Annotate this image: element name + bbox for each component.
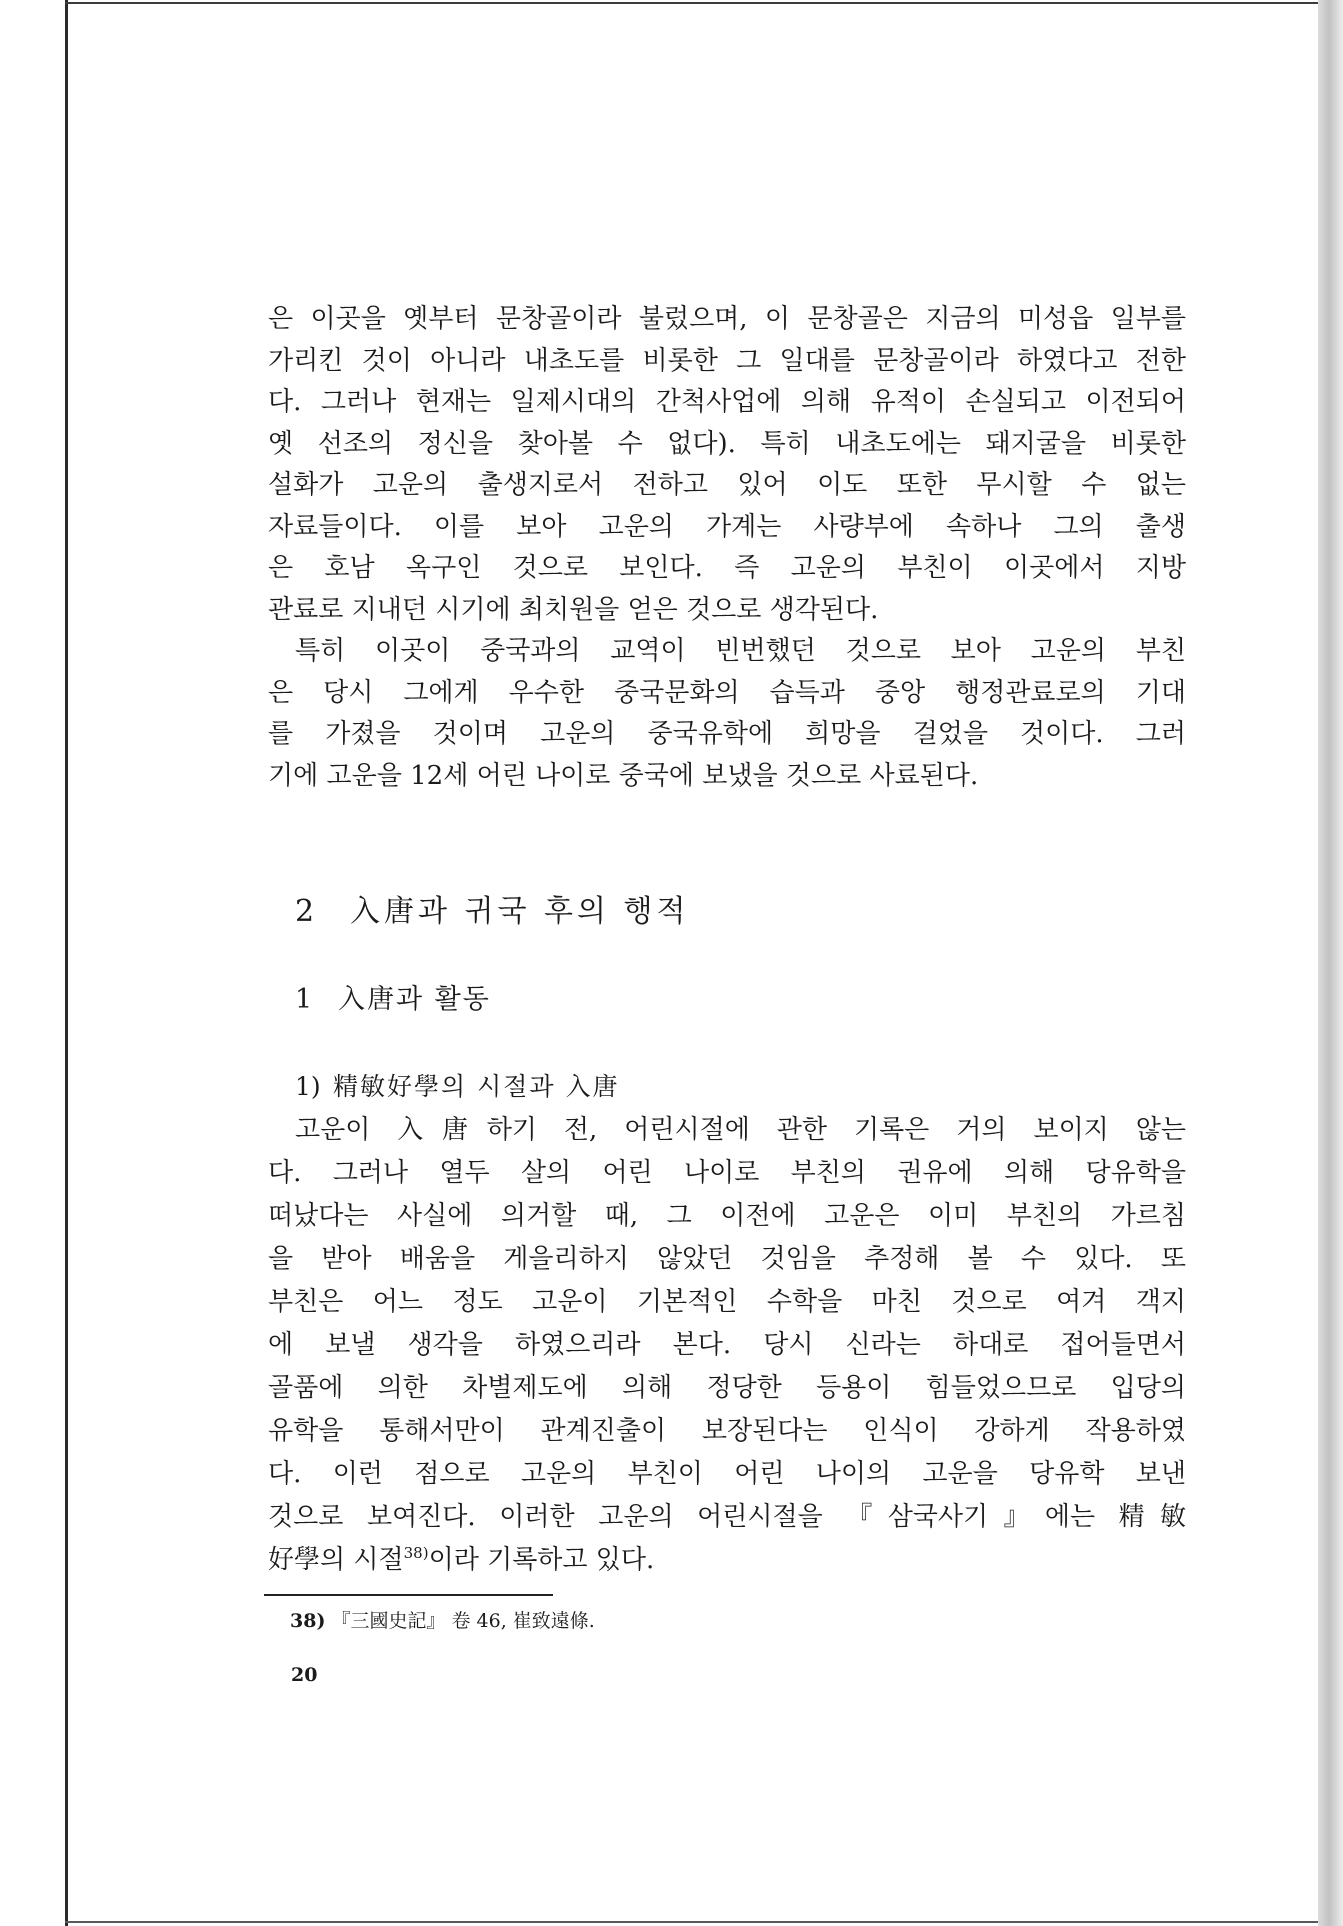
body-text-block (268, 299, 1186, 797)
footnote (290, 1607, 595, 1635)
text-line: 은 호남 옥구인 것으로 보인다. 즉 고운의 부친이 이곳에서 지방 (268, 553, 1186, 583)
text-line: 설화가 고운의 출생지로서 전하고 있어 이도 또한 무시할 수 없는 (268, 470, 1186, 500)
page-right-shadow (1318, 0, 1343, 1926)
text-line: 를 가졌을 것이며 고운의 중국유학에 희망을 걸었을 것이다. 그러 (268, 719, 1186, 749)
section-number: 2 (295, 894, 315, 929)
subsection-title: 入唐과 활동 (338, 984, 491, 1015)
text-line: 기에 고운을 12세 어린 나이로 중국에 보냈을 것으로 사료된다. (268, 760, 979, 791)
page-bottom-edge (65, 1921, 1320, 1923)
text-line: 가리킨 것이 아니라 내초도를 비롯한 그 일대를 문창골이라 하였다고 전한 (268, 345, 1186, 376)
text-line: 것으로 보여진다. 이러한 고운의 어린시절을 『삼국사기』에는 精敏 (268, 1502, 1186, 1532)
text-line: 다. 그러나 현재는 일제시대의 간척사업에 의해 유적이 손실되고 이전되어 (268, 387, 1186, 417)
footnote-text: 『三國史記』 卷 46, 崔致遠條. (331, 1610, 595, 1632)
text-line: 에 보낼 생각을 하였으리라 본다. 당시 신라는 하대로 접어들면서 (268, 1330, 1186, 1360)
section-heading (295, 890, 689, 934)
text-segment: 이라 기록하고 있다. (428, 1545, 655, 1575)
text-line: 특히 이곳이 중국과의 교역이 빈번했던 것으로 보아 고운의 부친 (295, 636, 1186, 666)
footnote-marker: 38) (290, 1610, 326, 1632)
page-top-edge (65, 2, 1320, 4)
text-line: 골품에 의한 차별제도에 의해 정당한 등용이 힘들었으므로 입당의 (268, 1373, 1186, 1403)
subsubsection-heading (295, 1068, 620, 1106)
subsection-heading (295, 980, 491, 1020)
text-line: 은 이곳을 옛부터 문창골이라 불렀으며, 이 문창골은 지금의 미성읍 일부를 (268, 304, 1186, 334)
text-line: 관료로 지내던 시기에 최치원을 얻은 것으로 생각된다. (268, 594, 879, 625)
text-line: 고운이 入唐하기 전, 어린시절에 관한 기록은 거의 보이지 않는 (295, 1115, 1186, 1145)
subsubsection-number: 1) (295, 1072, 321, 1101)
text-line: 다. 이런 점으로 고운의 부친이 어린 나이의 고운을 당유학 보낸 (268, 1459, 1186, 1489)
page-number: 20 (291, 1664, 318, 1686)
subsection-number: 1 (295, 984, 313, 1015)
text-line: 옛 선조의 정신을 찾아볼 수 없다). 특히 내초도에는 돼지굴을 비롯한 (268, 428, 1186, 459)
text-line: 은 당시 그에게 우수한 중국문화의 습득과 중앙 행정관료로의 기대 (268, 677, 1186, 708)
text-line: 을 받아 배움을 게을리하지 않았던 것임을 추정해 볼 수 있다. 또 (268, 1244, 1186, 1274)
footnote-reference: 38) (403, 1544, 429, 1562)
section-text-block (268, 1109, 1186, 1582)
text-line-with-footnote-ref (268, 1539, 1186, 1582)
subsubsection-title: 精敏好學의 시절과 入唐 (333, 1072, 620, 1101)
text-line: 자료들이다. 이를 보아 고운의 가계는 사량부에 속하나 그의 출생 (268, 511, 1186, 542)
text-line: 유학을 통해서만이 관계진출이 보장된다는 인식이 강하게 작용하였 (268, 1416, 1186, 1446)
text-line: 다. 그러나 열두 살의 어린 나이로 부친의 권유에 의해 당유학을 (268, 1158, 1186, 1188)
text-line: 부친은 어느 정도 고운이 기본적인 수학을 마친 것으로 여겨 객지 (268, 1287, 1186, 1317)
page-left-edge (65, 0, 68, 1926)
footnote-separator (264, 1594, 553, 1596)
section-title: 入唐과 귀국 후의 행적 (350, 894, 690, 929)
text-line: 떠났다는 사실에 의거할 때, 그 이전에 고운은 이미 부친의 가르침 (268, 1201, 1186, 1231)
text-segment: 好學의 시절 (268, 1545, 404, 1575)
